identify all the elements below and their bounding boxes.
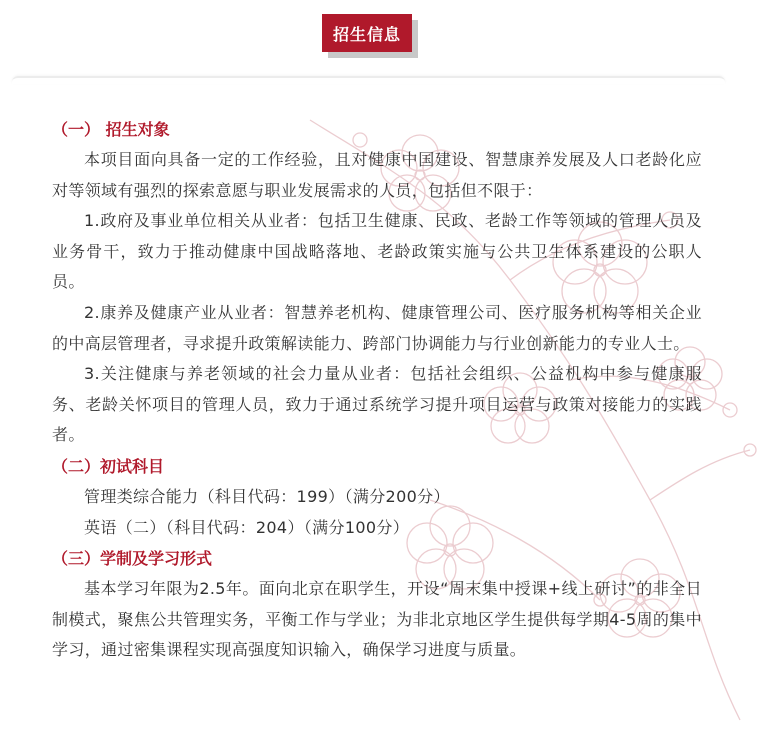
section-heading-study-format: （三）学制及学习形式 <box>52 549 213 569</box>
article-body <box>52 114 702 666</box>
section-title-badge <box>322 14 420 58</box>
section-heading-exam-subjects: （二）初试科目 <box>52 456 165 476</box>
exam-subject-english: 英语（二）（科目代码：204）（满分100分） <box>84 517 410 537</box>
paragraph-study-format: 基本学习年限为2.5年。面向北京在职学生，开设“周末集中授课+线上研讨”的非全日制模式，聚焦公共管理实务，平衡工作与学业；为非北京地区学生提供每学期4-5周的集中学习，通过密集课程实现高强度知识输入，确保学习进度与质量。 <box>52 579 702 660</box>
paragraph-industry: 2.康养及健康产业从业者：智慧养老机构、健康管理公司、医疗服务机构等相关企业的中高层管理者，寻求提升政策解读能力、跨部门协调能力与行业创新能力的专业人士。 <box>52 302 702 353</box>
paragraph-government: 1.政府及事业单位相关从业者：包括卫生健康、民政、老龄工作等领域的管理人员及业务骨干，致力于推动健康中国战略落地、老龄政策实施与公共卫生体系建设的公职人员。 <box>52 211 702 292</box>
paragraph-intro: 本项目面向具备一定的工作经验，且对健康中国建设、智慧康养发展及人口老龄化应对等领域有强烈的探索意愿与职业发展需求的人员，包括但不限于： <box>52 150 702 200</box>
paragraph-social-sector: 3.关注健康与养老领域的社会力量从业者：包括社会组织、公益机构中参与健康服务、老龄关怀项目的管理人员，致力于通过系统学习提升项目运营与政策对接能力的实践者。 <box>52 364 702 445</box>
badge-box <box>322 14 412 52</box>
section-heading-target-students: （一） 招生对象 <box>52 120 170 139</box>
badge-label: 招生信息 <box>332 24 401 44</box>
exam-subject-management: 管理类综合能力（科目代码：199）（满分200分） <box>84 486 450 506</box>
header-divider <box>12 76 725 84</box>
